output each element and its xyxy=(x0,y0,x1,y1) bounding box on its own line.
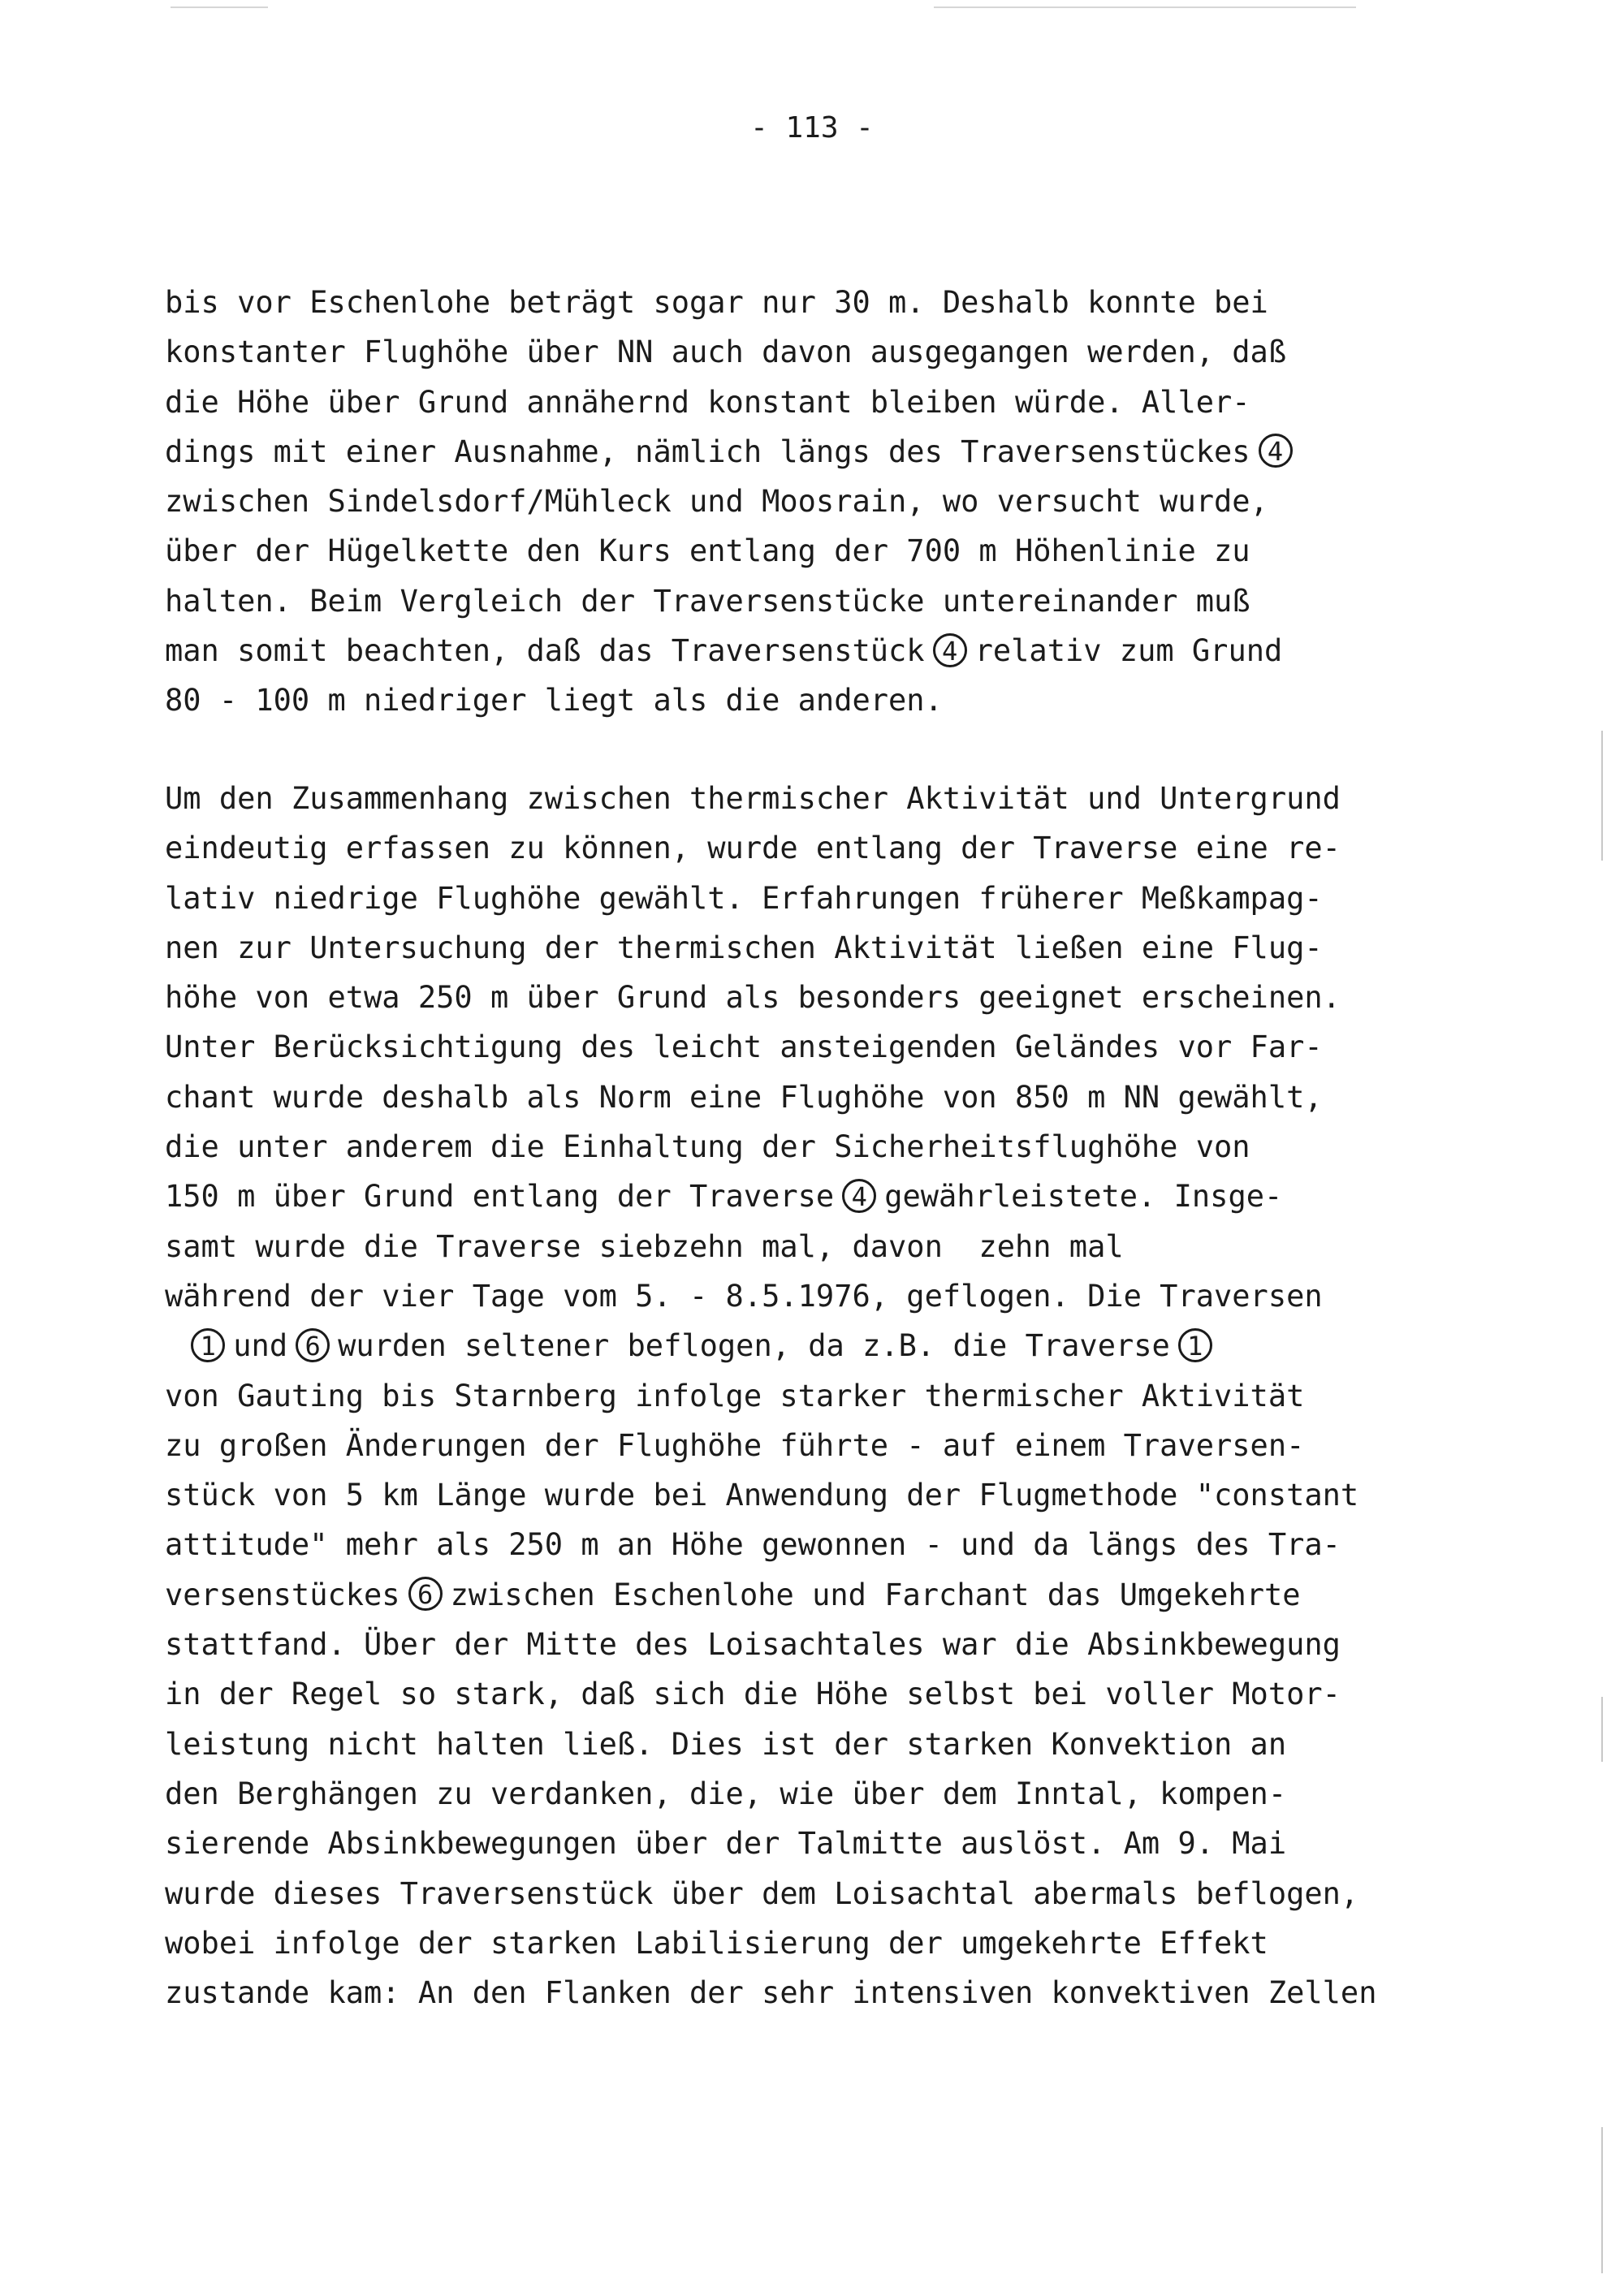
text-segment: versenstückes xyxy=(165,1577,400,1612)
text-segment: wobei infolge der starken Labilisierung der umgekehrte Effekt xyxy=(165,1925,1268,1961)
text-segment: während der vier Tage vom 5. - 8.5.1976, geflogen. Die Traversen xyxy=(165,1278,1323,1314)
text-segment: über der Hügelkette den Kurs entlang der 700 m Höhenlinie zu xyxy=(165,533,1250,569)
text-segment: höhe von etwa 250 m über Grund als besonders geeignet erscheinen. xyxy=(165,980,1341,1016)
text-line xyxy=(165,1918,1376,1968)
text-segment: sierende Absinkbewegungen über der Talmitte auslöst. Am 9. Mai xyxy=(165,1826,1287,1862)
text-segment: halten. Beim Vergleich der Traversenstücke untereinander muß xyxy=(165,583,1250,619)
text-segment: die Höhe über Grund annähernd konstant bleiben würde. Aller- xyxy=(165,384,1250,420)
text-line xyxy=(165,1968,1376,2018)
text-line xyxy=(165,576,1301,626)
text-line xyxy=(165,378,1301,427)
text-line xyxy=(165,675,1301,725)
text-segment: 150 m über Grund entlang der Traverse xyxy=(165,1179,835,1215)
text-line xyxy=(165,626,1301,675)
text-segment: die unter anderem die Einhaltung der Sicherheitsflughöhe von xyxy=(165,1129,1250,1165)
text-line xyxy=(165,1072,1376,1122)
text-line xyxy=(165,477,1301,526)
text-segment: den Berghängen zu verdanken, die, wie über dem Inntal, kompen- xyxy=(165,1776,1287,1811)
text-segment: konstanter Flughöhe über NN auch davon ausgegangen werden, daß xyxy=(165,334,1287,370)
scan-edge-artifact xyxy=(1601,731,1603,861)
text-line xyxy=(165,526,1301,576)
text-line xyxy=(165,874,1376,923)
text-line xyxy=(165,1769,1376,1819)
text-line xyxy=(165,1321,1376,1370)
text-segment: zwischen Eschenlohe und Farchant das Umgekehrte xyxy=(450,1577,1301,1612)
text-line xyxy=(165,1520,1376,1569)
text-segment: in der Regel so stark, daß sich die Höhe selbst bei voller Motor- xyxy=(165,1677,1341,1712)
text-line xyxy=(165,1022,1376,1072)
text-segment: leistung nicht halten ließ. Dies ist der starken Konvektion an xyxy=(165,1726,1287,1762)
text-segment: eindeutig erfassen zu können, wurde entlang der Traverse eine re- xyxy=(165,831,1341,866)
text-segment: gewährleistete. Insge- xyxy=(884,1179,1283,1215)
circled-number: 6 xyxy=(408,1577,443,1611)
scan-edge-artifact xyxy=(1601,2127,1603,2273)
scan-edge-artifact xyxy=(171,6,268,8)
text-line xyxy=(165,1421,1376,1470)
text-line xyxy=(165,923,1376,973)
scan-edge-artifact xyxy=(1601,1697,1603,1762)
text-line xyxy=(165,278,1301,327)
text-segment: zwischen Sindelsdorf/Mühleck und Moosrain, wo versucht wurde, xyxy=(165,484,1268,520)
text-line xyxy=(165,823,1376,873)
text-segment: dings mit einer Ausnahme, nämlich längs des Traversenstückes xyxy=(165,434,1250,469)
text-line xyxy=(165,327,1301,377)
text-segment: man somit beachten, daß das Traversenstück xyxy=(165,633,925,669)
text-segment: relativ zum Grund xyxy=(974,633,1283,669)
text-segment: stück von 5 km Länge wurde bei Anwendung der Flugmethode "constant xyxy=(165,1478,1359,1513)
text-segment: chant wurde deshalb als Norm eine Flughöhe von 850 m NN gewählt, xyxy=(165,1079,1323,1115)
text-segment: bis vor Eschenlohe beträgt sogar nur 30 m. Deshalb konnte bei xyxy=(165,285,1268,320)
text-segment: Unter Berücksichtigung des leicht ansteigenden Geländes vor Far- xyxy=(165,1029,1323,1065)
text-segment: wurde dieses Traversenstück über dem Loisachtal abermals beflogen, xyxy=(165,1875,1359,1911)
text-line xyxy=(165,1669,1376,1719)
text-line xyxy=(165,1122,1376,1172)
circled-number: 4 xyxy=(842,1179,876,1213)
text-line xyxy=(165,1620,1376,1669)
text-segment: Um den Zusammenhang zwischen thermischer Aktivität und Untergrund xyxy=(165,781,1341,816)
text-segment: von Gauting bis Starnberg infolge starker thermischer Aktivität xyxy=(165,1378,1305,1413)
circled-number: 1 xyxy=(1178,1328,1212,1362)
paragraph-1 xyxy=(165,278,1301,726)
text-segment: zu großen Änderungen der Flughöhe führte - auf einem Traversen- xyxy=(165,1427,1305,1463)
text-line xyxy=(165,427,1301,477)
text-line xyxy=(165,1172,1376,1221)
text-line xyxy=(165,1819,1376,1868)
paragraph-2 xyxy=(165,774,1376,2018)
text-segment: samt wurde die Traverse siebzehn mal, davon zehn mal xyxy=(165,1228,1124,1264)
text-line xyxy=(165,1271,1376,1321)
text-line xyxy=(165,1470,1376,1520)
text-segment: und xyxy=(233,1328,288,1364)
text-line xyxy=(165,973,1376,1022)
text-segment: lativ niedrige Flughöhe gewählt. Erfahrungen früherer Meßkampag- xyxy=(165,880,1323,916)
text-line xyxy=(165,1371,1376,1421)
page-number: - 113 - xyxy=(750,111,874,145)
text-line xyxy=(165,1869,1376,1918)
text-segment xyxy=(165,1328,183,1363)
text-segment: stattfand. Über der Mitte des Loisachtales war die Absinkbewegung xyxy=(165,1627,1341,1663)
text-line xyxy=(165,1720,1376,1769)
text-line xyxy=(165,1570,1376,1620)
text-segment: nen zur Untersuchung der thermischen Aktivität ließen eine Flug- xyxy=(165,930,1323,965)
text-segment: attitude" mehr als 250 m an Höhe gewonnen - und da längs des Tra- xyxy=(165,1527,1341,1563)
circled-number: 6 xyxy=(296,1328,330,1362)
circled-number: 4 xyxy=(933,633,967,667)
text-line xyxy=(165,774,1376,823)
circled-number: 4 xyxy=(1259,434,1293,468)
text-segment: zustande kam: An den Flanken der sehr intensiven konvektiven Zellen xyxy=(165,1975,1377,2011)
text-segment: wurden seltener beflogen, da z.B. die Traverse xyxy=(338,1328,1170,1364)
circled-number: 1 xyxy=(191,1328,225,1362)
text-line xyxy=(165,1222,1376,1271)
text-segment: 80 - 100 m niedriger liegt als die anderen. xyxy=(165,683,943,719)
scan-edge-artifact xyxy=(934,6,1356,8)
